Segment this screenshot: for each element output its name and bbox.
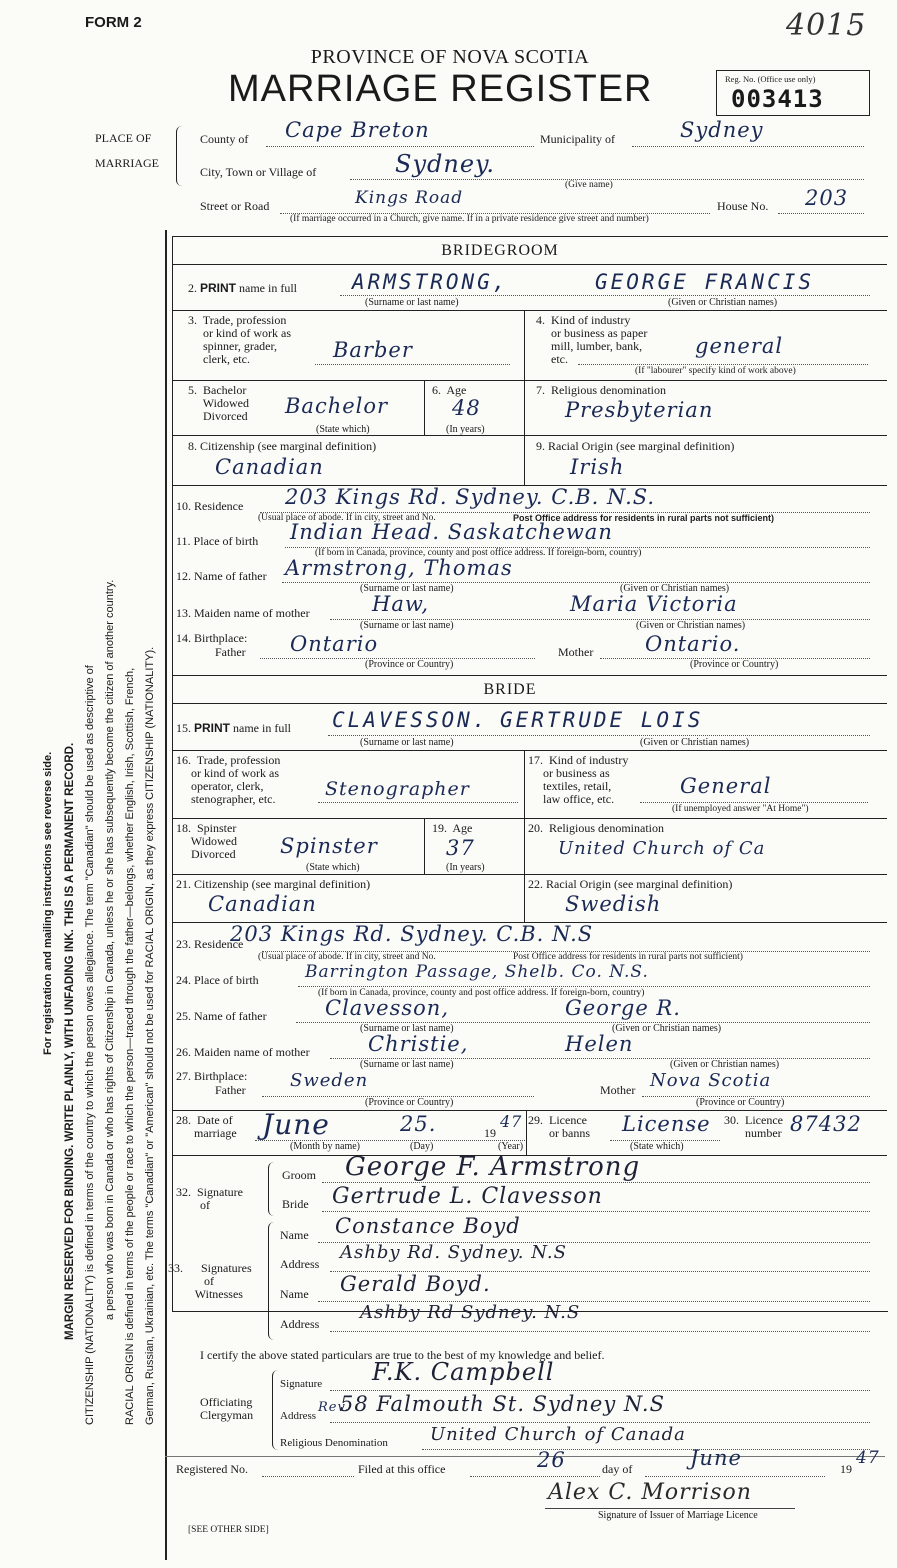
county-label: County of xyxy=(200,132,249,146)
witness2-name-label: Name xyxy=(280,1287,309,1301)
bride-birth: Barrington Passage, Shelb. Co. N.S. xyxy=(305,962,649,982)
place-brace xyxy=(176,126,187,186)
groom-father-given-caption: (Given or Christian names) xyxy=(620,583,730,594)
side-racial-def: RACIAL ORIGIN is defined in terms of the people or race to which the person—traced through the father—belongs, whether English, Irish, Scottish, French, xyxy=(124,667,136,1425)
groom-religion-label: 7. Religious denomination xyxy=(536,383,666,397)
groom-mother-prov-caption: (Province or Country) xyxy=(690,659,779,670)
groom-mother-label: 13. Maiden name of mother xyxy=(176,606,310,620)
bride-trade: Stenographer xyxy=(325,778,470,800)
filed-year-prefix: 19 xyxy=(840,1462,852,1476)
clergy-signature: F.K. Campbell xyxy=(372,1358,555,1386)
licence-type: License xyxy=(622,1112,711,1136)
bride-mother-given: Helen xyxy=(565,1032,634,1056)
marriage-month: June xyxy=(262,1108,330,1141)
groom-industry-label: 4. Kind of industry or business as paper mill, lumber, bank, etc. xyxy=(536,313,648,366)
reg-no-label: Reg. No. (Office use only) xyxy=(725,74,816,84)
groom-residence-label: 10. Residence xyxy=(176,499,244,513)
groom-signature-label: Groom xyxy=(282,1168,316,1182)
bride-trade-label: 16. Trade, profession or kind of work as operator, clerk, stenographer, etc. xyxy=(176,753,281,806)
marriage-month-caption: (Month by name) xyxy=(290,1141,360,1152)
bride-residence-caption-b: Post Office address for residents in rural parts not sufficient) xyxy=(513,952,743,962)
county-value: Cape Breton xyxy=(285,118,430,142)
marriage-day-caption: (Day) xyxy=(410,1141,434,1152)
groom-name-label xyxy=(188,282,297,295)
bride-name-num: 15. xyxy=(176,721,191,735)
groom-mother-given-caption: (Given or Christian names) xyxy=(636,620,746,631)
bride-age-caption: (In years) xyxy=(446,862,485,873)
groom-name-print: PRINT xyxy=(200,281,236,295)
give-name-caption: (Give name) xyxy=(565,180,613,190)
witness1-address-label: Address xyxy=(280,1257,320,1271)
bride-birthplace-mother-word: Mother xyxy=(600,1083,636,1097)
groom-age: 48 xyxy=(452,396,481,420)
licence-caption: (State which) xyxy=(630,1141,684,1152)
bride-name-rest: name in full xyxy=(233,721,291,735)
marriage-date-label: 28. Date of marriage xyxy=(176,1113,237,1140)
licence-number: 87432 xyxy=(790,1112,862,1136)
groom-birth-label: 11. Place of birth xyxy=(176,534,259,548)
groom-father-birth: Ontario xyxy=(290,632,379,656)
clergy-signature-label: Signature xyxy=(280,1378,323,1390)
bride-age-label: 19. Age xyxy=(432,821,473,835)
bride-father-surname-caption: (Surname or last name) xyxy=(360,1023,454,1034)
filed-month: June xyxy=(690,1446,742,1470)
registered-no-label: Registered No. xyxy=(176,1462,248,1476)
clergy-address-label: Address xyxy=(280,1410,317,1422)
groom-given: GEORGE FRANCIS xyxy=(595,270,815,294)
bride-surname: CLAVESSON. xyxy=(332,708,489,732)
bride-father-birth: Sweden xyxy=(290,1070,369,1091)
street-value: Kings Road xyxy=(355,188,464,208)
bride-father-surname: Clavesson, xyxy=(325,996,449,1020)
marriage-year: 47 xyxy=(500,1112,523,1131)
groom-birthplace-label: 14. Birthplace: xyxy=(176,631,248,645)
bride-industry: General xyxy=(680,774,772,798)
handwritten-file-number: 4015 xyxy=(786,8,867,43)
bride-father-given-caption: (Given or Christian names) xyxy=(612,1023,722,1034)
witness2-address-label: Address xyxy=(280,1317,320,1331)
groom-age-label: 6. Age xyxy=(432,383,467,397)
bride-industry-label: 17. Kind of industry or business as textiles, retail, law office, etc. xyxy=(528,753,629,806)
side-instructions: For registration and mailing instructions see reverse side. xyxy=(42,751,54,1055)
groom-status-label: 5. Bachelor Widowed Divorced xyxy=(188,383,249,423)
groom-birth: Indian Head. Saskatchewan xyxy=(290,520,613,544)
groom-mother-surname-caption: (Surname or last name) xyxy=(360,620,454,631)
groom-surname: ARMSTRONG, xyxy=(352,270,509,294)
groom-residence: 203 Kings Rd. Sydney. C.B. N.S. xyxy=(285,485,656,509)
groom-state-which: (State which) xyxy=(316,424,370,435)
bride-father-prov-caption: (Province or Country) xyxy=(365,1097,454,1108)
witness1-address: Ashby Rd. Sydney. N.S xyxy=(340,1242,567,1263)
witnesses-brace xyxy=(268,1222,277,1340)
place-heading xyxy=(95,132,175,170)
groom-mother-birth: Ontario. xyxy=(645,632,741,656)
page-title: MARRIAGE REGISTER xyxy=(228,68,653,110)
witness1-name: Constance Boyd xyxy=(335,1214,521,1238)
bride-state-which: (State which) xyxy=(306,862,360,873)
groom-citizenship: Canadian xyxy=(215,455,324,479)
groom-signature: George F. Armstrong xyxy=(345,1152,641,1182)
signature-label: 32. Signature of xyxy=(176,1185,243,1212)
groom-trade-label: 3. Trade, profession or kind of work as spinner, grader, clerk, etc. xyxy=(188,313,291,366)
groom-citizenship-label: 8. Citizenship (see marginal definition) xyxy=(188,439,377,453)
groom-residence-caption-b: Post Office address for residents in rural parts not sufficient) xyxy=(513,513,775,523)
bride-citizenship: Canadian xyxy=(208,892,317,916)
bride-signature-label: Bride xyxy=(282,1197,309,1211)
bride-father-given: George R. xyxy=(565,996,681,1020)
side-citizenship-def: CITIZENSHIP (NATIONALITY) is defined in terms of the country to which the person owes allegiance. The term "Canadian" should be used as descriptive of xyxy=(84,665,96,1425)
groom-birthplace-father-word: Father xyxy=(215,645,246,659)
side-citizenship-def-2: a person who was born in Canada or who has rights of Citizenship in Canada, unless he or she has subsequently become the citizen of another country. xyxy=(104,579,116,1320)
filed-label: Filed at this office xyxy=(358,1462,446,1476)
groom-racial-label: 9. Racial Origin (see marginal definition) xyxy=(536,439,735,453)
bride-birth-label: 24. Place of birth xyxy=(176,973,259,987)
certification-text: I certify the above stated particulars are true to the best of my knowledge and belief. xyxy=(200,1348,605,1362)
groom-name-rest: name in full xyxy=(239,281,297,295)
licence-label: 29. Licence or banns xyxy=(528,1113,590,1140)
groom-mother-given: Maria Victoria xyxy=(570,592,738,616)
city-value: Sydney. xyxy=(395,150,496,178)
groom-father: Armstrong, Thomas xyxy=(285,556,513,580)
groom-surname-caption: (Surname or last name) xyxy=(365,297,459,308)
groom-status: Bachelor xyxy=(285,394,389,418)
house-label: House No. xyxy=(717,199,769,213)
groom-birth-caption: (If born in Canada, province, county and post office address. If foreign-born, country) xyxy=(315,548,642,558)
groom-trade: Barber xyxy=(333,338,413,362)
groom-father-label: 12. Name of father xyxy=(176,569,267,583)
bride-name-print: PRINT xyxy=(194,721,230,735)
licence-number-label: 30. Licence number xyxy=(724,1113,783,1140)
groom-residence-caption-a: (Usual place of abode. If in city, street and No. xyxy=(258,513,436,523)
clergy-denomination: United Church of Canada xyxy=(430,1424,686,1445)
province-heading: PROVINCE OF NOVA SCOTIA xyxy=(310,46,590,68)
groom-industry-caption: (If "labourer" specify kind of work above) xyxy=(635,366,796,376)
bride-mother-prov-caption: (Province or Country) xyxy=(696,1097,785,1108)
groom-racial: Irish xyxy=(570,455,625,479)
reg-no-box xyxy=(716,70,870,116)
bride-heading: BRIDE xyxy=(483,681,537,698)
bride-given: GERTRUDE LOIS xyxy=(500,708,704,732)
bride-age: 37 xyxy=(446,836,475,860)
bride-mother-given-caption: (Given or Christian names) xyxy=(670,1059,780,1070)
groom-birthplace-mother-word: Mother xyxy=(558,645,594,659)
groom-religion: Presbyterian xyxy=(565,398,714,422)
bride-racial-label: 22. Racial Origin (see marginal definition) xyxy=(528,877,733,891)
filed-year: 47 xyxy=(856,1448,880,1468)
bride-mother-label: 26. Maiden name of mother xyxy=(176,1045,310,1059)
bride-religion-label: 20. Religious denomination xyxy=(528,821,664,835)
witness2-address: Ashby Rd Sydney. N.S xyxy=(360,1302,581,1323)
bride-status: Spinster xyxy=(280,834,378,858)
side-racial-def-2: German, Russian, Ukrainian, etc. The terms "Canadian" or "American" should not be used for RACIAL ORIGIN, as they express CITIZENSHIP (NATIONALITY). xyxy=(144,646,156,1425)
bride-birth-caption: (If born in Canada, province, county and post office address. If foreign-born, country) xyxy=(318,988,645,998)
bride-surname-caption: (Surname or last name) xyxy=(360,737,454,748)
reg-no-value: 003413 xyxy=(731,85,824,113)
bride-citizenship-label: 21. Citizenship (see marginal definition) xyxy=(176,877,371,891)
bride-residence-caption-a: (Usual place of abode. If in city, street and No. xyxy=(258,952,436,962)
groom-mother-surname: Haw, xyxy=(372,592,429,616)
bride-mother-birth: Nova Scotia xyxy=(650,1070,772,1091)
side-binding-note: MARGIN RESERVED FOR BINDING. WRITE PLAINLY, WITH UNFADING INK. THIS IS A PERMANENT RECORD. xyxy=(64,742,76,1340)
place-heading-2: MARRIAGE xyxy=(95,156,160,170)
bride-birthplace-father-word: Father xyxy=(215,1083,246,1097)
marriage-day: 25. xyxy=(400,1112,437,1136)
bride-residence-label: 23. Residence xyxy=(176,937,244,951)
groom-industry: general xyxy=(695,334,784,358)
marriage-year-caption: (Year) xyxy=(498,1141,524,1152)
bride-father-label: 25. Name of father xyxy=(176,1009,267,1023)
clergy-denomination-label: Religious Denomination xyxy=(280,1437,388,1449)
bride-mother-surname: Christie, xyxy=(368,1032,469,1056)
filed-day-of: day of xyxy=(602,1462,633,1476)
bride-racial: Swedish xyxy=(565,892,662,916)
groom-father-prov-caption: (Province or Country) xyxy=(365,659,454,670)
filed-day: 26 xyxy=(537,1448,566,1472)
bride-name-label xyxy=(176,722,291,735)
witness1-name-label: Name xyxy=(280,1228,309,1242)
see-other-side: [SEE OTHER SIDE] xyxy=(188,1525,269,1535)
bride-mother-surname-caption: (Surname or last name) xyxy=(360,1059,454,1070)
bride-birthplace-label: 27. Birthplace: xyxy=(176,1069,248,1083)
witness2-name: Gerald Boyd. xyxy=(340,1272,491,1296)
groom-father-surname-caption: (Surname or last name) xyxy=(360,583,454,594)
clergy-address-prefix: Rev. xyxy=(318,1400,350,1415)
bride-status-label: 18. Spinster Widowed Divorced xyxy=(176,821,237,861)
city-label: City, Town or Village of xyxy=(200,165,317,179)
municipality-label: Municipality of xyxy=(540,132,615,146)
groom-age-caption: (In years) xyxy=(446,424,485,435)
municipality-value: Sydney xyxy=(680,118,764,142)
bride-religion: United Church of Ca xyxy=(558,838,766,859)
place-heading-1: PLACE OF xyxy=(95,131,152,145)
signature-brace xyxy=(268,1162,277,1216)
form-label: FORM 2 xyxy=(85,14,142,31)
house-value: 203 xyxy=(805,186,849,210)
bride-residence: 203 Kings Rd. Sydney. C.B. N.S xyxy=(230,922,594,946)
groom-heading: BRIDEGROOM xyxy=(441,242,559,259)
clergy-address: 58 Falmouth St. Sydney N.S xyxy=(340,1392,665,1416)
issuer-signature: Alex C. Morrison xyxy=(548,1480,752,1505)
bride-given-caption: (Given or Christian names) xyxy=(640,737,750,748)
issuer-signature-label: Signature of Issuer of Marriage Licence xyxy=(598,1510,758,1521)
bride-industry-caption: (If unemployed answer "At Home") xyxy=(672,804,809,814)
groom-name-num: 2. xyxy=(188,281,197,295)
witnesses-label: 33. Signatures of Witnesses xyxy=(168,1261,252,1301)
marriage-year-prefix: 19 xyxy=(484,1126,496,1140)
bride-signature: Gertrude L. Clavesson xyxy=(332,1184,603,1209)
groom-given-caption: (Given or Christian names) xyxy=(668,297,778,308)
clergyman-label: Officiating Clergyman xyxy=(200,1395,254,1422)
street-label: Street or Road xyxy=(200,199,270,213)
place-note: (If marriage occurred in a Church, give name. If in a private residence give street and number) xyxy=(290,214,649,224)
